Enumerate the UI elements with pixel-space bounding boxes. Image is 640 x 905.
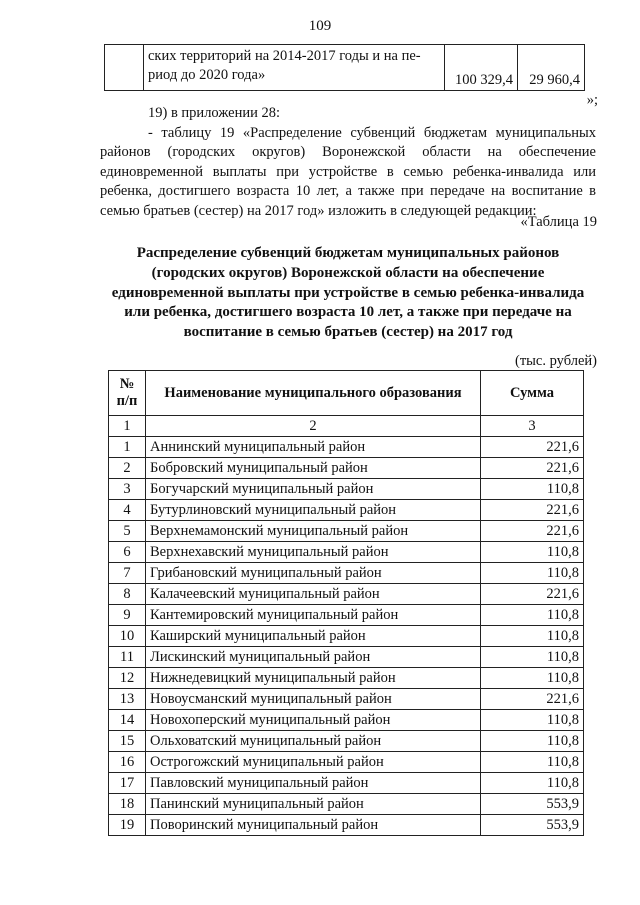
row-sum: 110,8 xyxy=(481,731,584,752)
numbering-row xyxy=(109,416,584,437)
table-label: «Таблица 19 xyxy=(520,214,597,230)
table-row xyxy=(109,647,584,668)
row-sum: 110,8 xyxy=(481,563,584,584)
row-sum: 221,6 xyxy=(481,521,584,542)
row-number: 17 xyxy=(109,773,146,794)
row-number: 10 xyxy=(109,626,146,647)
row-sum: 110,8 xyxy=(481,479,584,500)
table-row xyxy=(109,668,584,689)
row-sum: 110,8 xyxy=(481,626,584,647)
row-name: Верхнемамонский муниципальный район xyxy=(146,521,481,542)
row-name: Каширский муниципальный район xyxy=(146,626,481,647)
row-name: Грибановский муниципальный район xyxy=(146,563,481,584)
row-name: Богучарский муниципальный район xyxy=(146,479,481,500)
table-row xyxy=(109,563,584,584)
row-name: Нижнедевицкий муниципальный район xyxy=(146,668,481,689)
table-row xyxy=(109,500,584,521)
continuation-blank-cell xyxy=(105,45,144,91)
table-row xyxy=(109,584,584,605)
row-number: 15 xyxy=(109,731,146,752)
table-row xyxy=(109,458,584,479)
table-row xyxy=(109,731,584,752)
row-sum: 553,9 xyxy=(481,815,584,836)
continuation-text-cell xyxy=(144,45,445,91)
intro-item: 19) в приложении 28: xyxy=(148,105,281,121)
continuation-closing: »; xyxy=(586,92,598,108)
row-name: Павловский муниципальный район xyxy=(146,773,481,794)
row-sum: 221,6 xyxy=(481,437,584,458)
row-number: 12 xyxy=(109,668,146,689)
table-row xyxy=(109,773,584,794)
row-sum: 110,8 xyxy=(481,668,584,689)
continuation-value-2: 29 960,4 xyxy=(518,45,585,91)
row-name: Калачеевский муниципальный район xyxy=(146,584,481,605)
subvention-table xyxy=(108,370,584,836)
row-number: 3 xyxy=(109,479,146,500)
continuation-line-2: риод до 2020 года» xyxy=(148,67,266,83)
row-sum: 221,6 xyxy=(481,500,584,521)
header-number: № п/п xyxy=(109,371,146,416)
table-row xyxy=(109,605,584,626)
table-row xyxy=(109,815,584,836)
row-name: Новохоперский муниципальный район xyxy=(146,710,481,731)
row-name: Бутурлиновский муниципальный район xyxy=(146,500,481,521)
table-row xyxy=(109,437,584,458)
row-sum: 553,9 xyxy=(481,794,584,815)
row-name: Аннинский муниципальный район xyxy=(146,437,481,458)
table-row xyxy=(109,752,584,773)
row-number: 13 xyxy=(109,689,146,710)
table-row xyxy=(109,689,584,710)
header-name: Наименование муниципального образования xyxy=(146,371,481,416)
row-name: Панинский муниципальный район xyxy=(146,794,481,815)
table-row xyxy=(109,542,584,563)
row-name: Бобровский муниципальный район xyxy=(146,458,481,479)
row-number: 9 xyxy=(109,605,146,626)
units-note: (тыс. рублей) xyxy=(515,353,597,369)
row-sum: 221,6 xyxy=(481,584,584,605)
continuation-row xyxy=(105,45,585,91)
row-number: 11 xyxy=(109,647,146,668)
row-number: 19 xyxy=(109,815,146,836)
row-name: Верхнехавский муниципальный район xyxy=(146,542,481,563)
row-name: Ольховатский муниципальный район xyxy=(146,731,481,752)
row-number: 1 xyxy=(109,437,146,458)
intro-block xyxy=(100,104,596,221)
table-row xyxy=(109,794,584,815)
row-name: Острогожский муниципальный район xyxy=(146,752,481,773)
continuation-table xyxy=(104,44,585,91)
row-number: 4 xyxy=(109,500,146,521)
continuation-value-1: 100 329,4 xyxy=(445,45,518,91)
row-sum: 110,8 xyxy=(481,605,584,626)
row-name: Новоусманский муниципальный район xyxy=(146,689,481,710)
row-number: 2 xyxy=(109,458,146,479)
numbering-cell-2: 2 xyxy=(146,416,481,437)
row-number: 14 xyxy=(109,710,146,731)
row-sum: 221,6 xyxy=(481,458,584,479)
row-name: Поворинский муниципальный район xyxy=(146,815,481,836)
row-sum: 110,8 xyxy=(481,752,584,773)
row-number: 7 xyxy=(109,563,146,584)
row-number: 16 xyxy=(109,752,146,773)
table-title: Распределение субвенций бюджетам муниципальных районов (городских округов) Воронежской области на обеспечение единовременной выплаты при устройстве в семью ребенка-инвалида или ребенка, достигшего возраста 10 лет, а также при передаче на воспитание в семью братьев (сестер) на 2017 год xyxy=(111,245,585,341)
row-number: 18 xyxy=(109,794,146,815)
row-sum: 110,8 xyxy=(481,647,584,668)
table-row xyxy=(109,479,584,500)
row-number: 5 xyxy=(109,521,146,542)
row-number: 8 xyxy=(109,584,146,605)
row-sum: 110,8 xyxy=(481,773,584,794)
table-row xyxy=(109,710,584,731)
row-sum: 221,6 xyxy=(481,689,584,710)
continuation-line-1: ских территорий на 2014-2017 годы и на пе- xyxy=(148,48,421,64)
header-row xyxy=(109,371,584,416)
row-number: 6 xyxy=(109,542,146,563)
table-row xyxy=(109,626,584,647)
numbering-cell-1: 1 xyxy=(109,416,146,437)
page-number: 109 xyxy=(308,18,332,34)
header-sum: Сумма xyxy=(481,371,584,416)
table-row xyxy=(109,521,584,542)
numbering-cell-3: 3 xyxy=(481,416,584,437)
row-sum: 110,8 xyxy=(481,710,584,731)
row-name: Лискинский муниципальный район xyxy=(146,647,481,668)
intro-paragraph: - таблицу 19 «Распределение субвенций бюджетам муниципальных районов (городских округов) Воронежской области на обеспечение единовременной выплаты при устройстве в семью ребенка-инвалида или ребенка, достигшего возраста 10 лет, а также при передаче на воспитание в семью братьев (сестер) на 2017 год» изложить в следующей редакции: xyxy=(100,124,596,219)
row-sum: 110,8 xyxy=(481,542,584,563)
row-name: Кантемировский муниципальный район xyxy=(146,605,481,626)
